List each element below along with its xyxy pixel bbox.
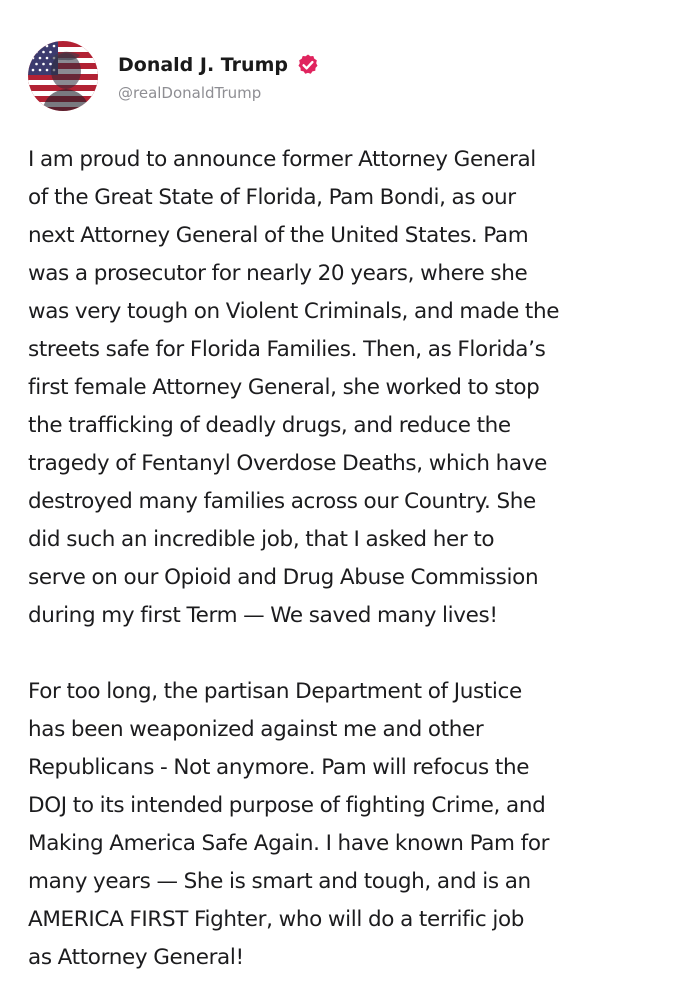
post-line: AMERICA FIRST Fighter, who will do a terrific job bbox=[28, 907, 525, 932]
post-line: Republicans - Not anymore. Pam will refocus the bbox=[28, 755, 530, 780]
post-body bbox=[28, 141, 658, 977]
post-header bbox=[28, 40, 320, 112]
post-line: For too long, the partisan Department of Justice bbox=[28, 679, 522, 704]
post-paragraph-1 bbox=[28, 141, 658, 635]
post-line: did such an incredible job, that I asked her to bbox=[28, 527, 495, 552]
post-line: was very tough on Violent Criminals, and made the bbox=[28, 299, 560, 324]
post-line: DOJ to its intended purpose of fighting Crime, and bbox=[28, 793, 546, 818]
post-line: has been weaponized against me and other bbox=[28, 717, 484, 742]
post-line: first female Attorney General, she worked to stop bbox=[28, 375, 540, 400]
post-line: serve on our Opioid and Drug Abuse Commission bbox=[28, 565, 539, 590]
post-line: destroyed many families across our Country. She bbox=[28, 489, 536, 514]
author-display-name[interactable]: Donald J. Trump bbox=[118, 54, 288, 76]
post-line: as Attorney General! bbox=[28, 945, 244, 970]
author-handle[interactable]: @realDonaldTrump bbox=[118, 84, 262, 102]
post-line: was a prosecutor for nearly 20 years, where she bbox=[28, 261, 528, 286]
avatar[interactable] bbox=[28, 41, 98, 111]
verified-badge-icon bbox=[296, 53, 320, 77]
post-line: streets safe for Florida Families. Then, as Florida’s bbox=[28, 337, 546, 362]
post-line: many years — She is smart and tough, and is an bbox=[28, 869, 531, 894]
author-identity bbox=[118, 50, 320, 102]
post-line: the trafficking of deadly drugs, and reduce the bbox=[28, 413, 511, 438]
post-paragraph-2 bbox=[28, 673, 658, 977]
post-line: next Attorney General of the United States. Pam bbox=[28, 223, 529, 248]
post-line: of the Great State of Florida, Pam Bondi, as our bbox=[28, 185, 516, 210]
name-row bbox=[118, 50, 320, 80]
post-line: tragedy of Fentanyl Overdose Deaths, which have bbox=[28, 451, 547, 476]
post-line: Making America Safe Again. I have known Pam for bbox=[28, 831, 550, 856]
post-line: during my first Term — We saved many lives! bbox=[28, 603, 498, 628]
flag-portrait-avatar-icon bbox=[28, 41, 98, 111]
post-line: I am proud to announce former Attorney General bbox=[28, 147, 536, 172]
